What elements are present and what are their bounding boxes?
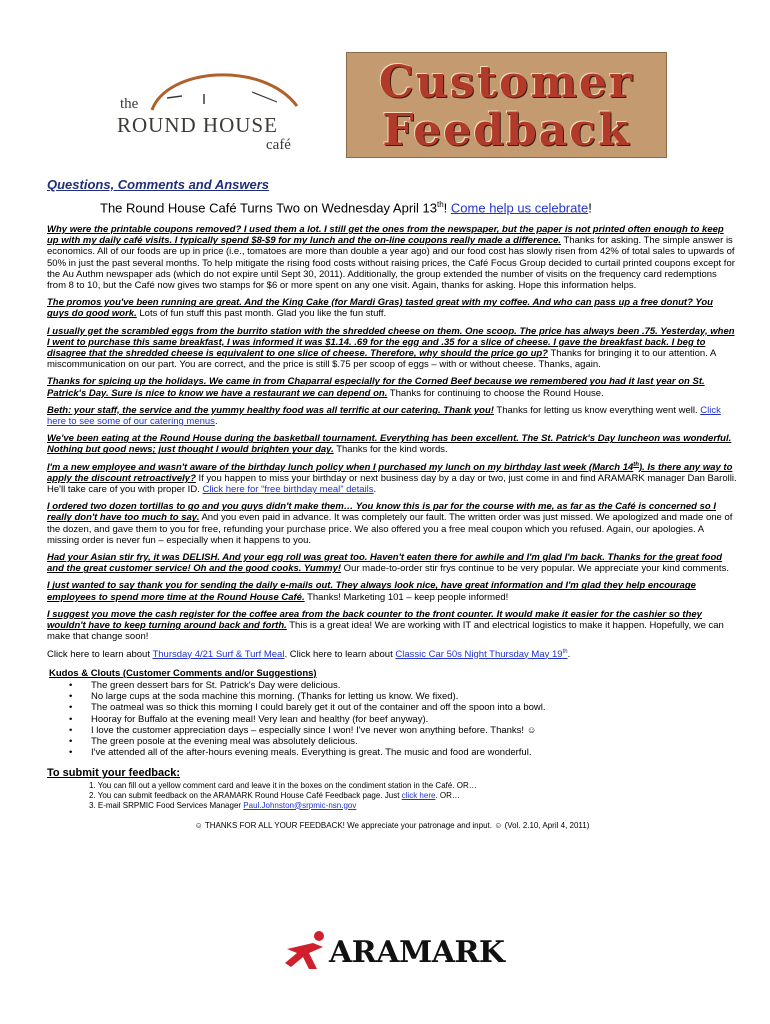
question: I suggest you move the cash register for the coffee area from the back counter to the front counter. It would make it easier for the cashier so they wouldn't have to keep turning around back and forth.: [47, 608, 702, 632]
aramark-logo: [283, 929, 505, 973]
answer-tail: .: [373, 484, 377, 496]
birthday-meal-link[interactable]: Click here for “free birthday meal” details: [202, 484, 374, 496]
qa-item: [47, 297, 737, 319]
qa-item: [47, 609, 737, 643]
list-item: • The green posole at the evening meal was absolutely delicious.: [91, 736, 737, 747]
question: Thanks for spicing up the holidays. We came in from Chaparral especially for the Corned Beef because we remembered you had it last year on St. Patrick's Day. Sure is nice to know we have a restaurant we can depend on.: [47, 376, 705, 399]
aramark-wordmark: ARAMARK: [329, 935, 505, 970]
catering-menus-link[interactable]: Click here to see some of our catering menus: [47, 404, 721, 428]
headline-text: The Round House Café Turns Two on Wednesday April 13: [100, 200, 437, 216]
round-house-logo: [112, 58, 317, 168]
feedback-content: [47, 224, 737, 831]
qa-item: [47, 405, 737, 427]
submit-item-2-tail: . OR…: [435, 790, 460, 800]
answer: Thanks for the kind words.: [333, 444, 448, 456]
classic-car-link-text: Classic Car 50s Night Thursday May 19: [395, 648, 563, 660]
events-pre: Click here to learn about: [47, 648, 153, 660]
submit-list: [47, 781, 737, 811]
question-sup: th: [633, 461, 639, 468]
qa-item: [47, 326, 737, 371]
section-title: Questions, Comments and Answers: [47, 177, 270, 192]
answer: Thanks! Marketing 101 – keep people informed!: [304, 591, 509, 603]
submit-item-2: [89, 791, 737, 801]
question: The promos you've been running are great. And the King Cake (for Mardi Gras) tasted great with my coffee. And who can pass up a free donut? You guys do good work.: [47, 297, 713, 320]
answer: And you even paid in advance. It was completely our fault. The written order was just missed. We apologized and made one of the dozen, and gave them to you for free, refunding your purchase price. We also offered you a free meal coupon which you refused. Again, our apologies. A missing order is never fun – especially when it happens to you.: [47, 512, 733, 546]
question: Beth: your staff, the service and the yummy healthy food was all terrific at our catering. Thank you!: [47, 404, 494, 416]
feedback-page-link[interactable]: click here: [401, 790, 436, 800]
question: I just wanted to say thank you for sending the daily e-mails out. They always look nice, have great information and I'm glad they help encourage employees to spend more time at the Round House Café.: [47, 580, 696, 603]
answer-tail: .: [214, 416, 218, 428]
list-item: • The oatmeal was so thick this morning I could barely get it out of the container and off the spoon into a bowl.: [91, 702, 737, 713]
answer: This is a great idea! We are working with IT and electrical logistics to make it happen. Hopefully, we can make that change soon!: [47, 620, 724, 643]
banner-line-feedback: Feedback: [382, 105, 631, 156]
surf-turf-link[interactable]: Thursday 4/21 Surf & Turf Meal: [152, 648, 285, 660]
headline-text-b: !: [443, 200, 451, 216]
qa-item: [47, 376, 737, 398]
classic-car-link[interactable]: [395, 649, 567, 660]
kudos-title: Kudos & Clouts (Customer Comments and/or Suggestions): [49, 667, 317, 679]
list-item: • I love the customer appreciation days – especially since I won! I've never won anything before. Thanks! ☺: [91, 725, 737, 736]
answer: Thanks for asking. The simple answer is economics. All of our foods are up in price (i.e., tomatoes are more than double a year ago) and our food cost has slowly risen from 42% of total sales to upwards of 50% in just the past several months. To help mitigate the rising food costs without raising prices, the Café Focus Group decided to curtail printed coupons except for the Au Authm newspaper ads (which do not expire until Sept 30, 2011). Additionally, the group extended the number of visits on the frequency card redemptions from 8 to 10, but the Café now gives two stamps for $6 or more spent on any one visit. Again, thanks for asking. Hope this information helps.: [47, 235, 735, 292]
logo-the: the: [120, 96, 139, 112]
list-item: • The green dessert bars for St. Patrick's Day were delicious.: [91, 680, 737, 691]
aramark-figure-icon: [283, 929, 333, 973]
submit-item-3-text: 3. E-mail SRPMIC Food Services Manager: [89, 800, 244, 810]
answer: Thanks for bringing it to our attention. A miscommunication on our part. You are correct, and the price is still $.75 per scoop of eggs – with or without cheese. Thanks, again.: [47, 348, 716, 371]
celebrate-link[interactable]: Come help us celebrate: [450, 200, 589, 216]
events-mid: . Click here to learn about: [284, 648, 396, 660]
qa-item: [47, 552, 737, 574]
email-link[interactable]: Paul.Johnston@srpmic-nsn.gov: [243, 800, 357, 810]
question: I usually get the scrambled eggs from the burrito station with the shredded cheese on them. One scoop. The price has always been .75. Yesterday, when I went to purchase this same breakfast, I was informed it was $1.14. .69 for the egg and .35 for a slice of cheese. I gave the breakfast back. I beg to disagree that the shredded cheese is equivalent to one slice of cheese. Therefore, why should the price go up?: [47, 325, 735, 360]
kudos-list: [47, 680, 737, 758]
qa-item: [47, 462, 737, 496]
events-line: [47, 649, 737, 660]
list-item: • I've attended all of the after-hours evening meals. Everything is great. The music and food are wonderful.: [91, 747, 737, 758]
customer-feedback-banner: [346, 52, 667, 158]
answer: Our made-to-order stir frys continue to be very popular. We appreciate your kind comments.: [341, 563, 729, 575]
submit-title: To submit your feedback:: [47, 767, 181, 780]
question: I ordered two dozen tortillas to go and you guys didn't make them… You know this is par for the course with me, as far as the Café is concerned so I really don't have too much to say.: [47, 501, 716, 524]
thanks-line: ☺ THANKS FOR ALL YOUR FEEDBACK! We appreciate your patronage and input. ☺ (Vol. 2.10, April 4, 2011): [194, 820, 590, 830]
qa-item: [47, 433, 737, 455]
headline-sup: th: [437, 200, 444, 209]
question-b: ). Is there any way to apply the discount retroactively?: [47, 461, 733, 484]
banner-line-customer: Customer: [378, 57, 635, 108]
question: Why were the printable coupons removed? I used them a lot. I still get the ones from the newspaper, but the paper is not printed often enough to keep up with my daily café visits. I typically spend $8-$9 for my lunch and the on-line coupons really made a difference.: [47, 224, 724, 247]
qa-item: [47, 580, 737, 602]
logo-round-house: ROUND HOUSE: [117, 113, 278, 137]
qa-item: [47, 501, 737, 546]
answer: Lots of fun stuff this past month. Glad you like the fun stuff.: [136, 308, 387, 320]
list-item: • No large cups at the soda machine this morning. (Thanks for letting us know. We fixed).: [91, 691, 737, 702]
question: I'm a new employee and wasn't aware of the birthday lunch policy when I purchased my lunch on my birthday last week (March 14: [47, 461, 634, 473]
headline: [100, 200, 592, 215]
headline-text-c: !: [588, 200, 592, 216]
answer: Thanks for continuing to choose the Round House.: [387, 387, 604, 399]
answer: Thanks for letting us know everything went well.: [493, 404, 701, 416]
submit-item-2-text: 2. You can submit feedback on the ARAMARK Round House Café Feedback page. Just: [89, 790, 402, 800]
classic-car-link-sup: th: [562, 648, 568, 655]
events-tail: .: [567, 648, 571, 660]
answer: If you happen to miss your birthday or next business day by a day or two, just come in and find ARAMARK manager Dan Barolli. He'll take care of you with proper ID.: [47, 472, 737, 496]
question: Had your Asian stir fry, it was DELISH. And your egg roll was great too. Haven't eaten there for awhile and I'm glad I'm back. Thanks for the great food and the great customer service! Oh and the good cooks. Yummy!: [47, 552, 723, 575]
list-item: • Hooray for Buffalo at the evening meal! Very lean and healthy (for beef anyway).: [91, 714, 737, 725]
submit-item-1: 1. You can fill out a yellow comment card and leave it in the boxes on the condiment station in the Café. OR…: [89, 780, 477, 790]
qa-item: [47, 224, 737, 291]
logo-cafe: café: [266, 137, 291, 153]
question: We've been eating at the Round House during the basketball tournament. Everything has been excellent. The St. Patrick's Day luncheon was wonderful. Nothing but good news; just thought I would brighten your day.: [47, 433, 732, 456]
submit-item-3: [89, 801, 737, 811]
